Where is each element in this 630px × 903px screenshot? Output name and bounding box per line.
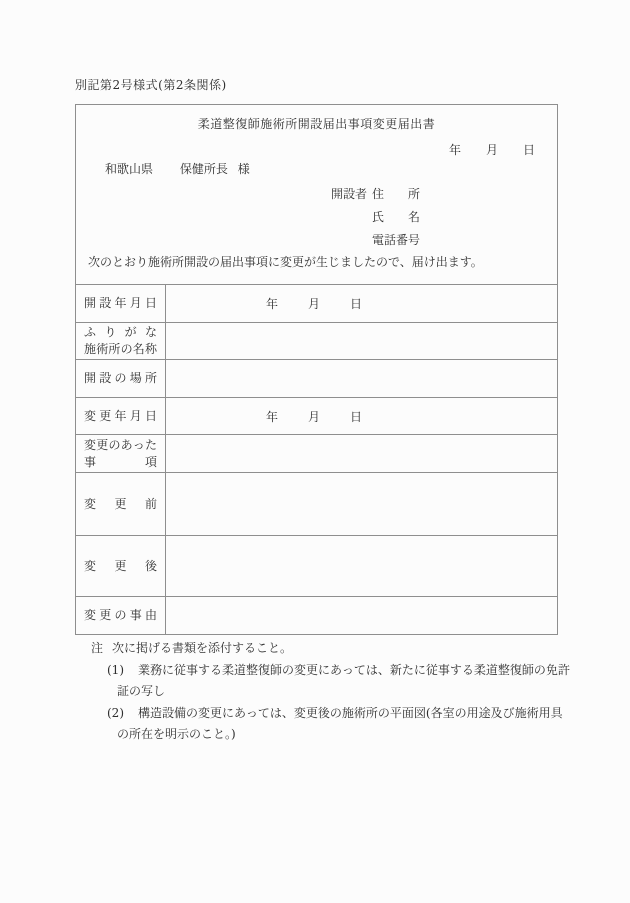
note-item-1-continuation: 証の写し — [117, 684, 166, 698]
location-value-cell — [166, 360, 557, 397]
founder-label: 開設者 — [331, 187, 368, 201]
row-label-furigana: ふりがな — [84, 325, 157, 339]
note-item-2 — [91, 703, 570, 725]
note-item-1-text: 業務に従事する柔道整復師の変更にあっては、新たに従事する柔道整復師の免許 — [138, 662, 570, 677]
header-date-line — [76, 142, 557, 158]
row-label-cell — [76, 536, 166, 596]
year-label: 年 — [266, 297, 279, 311]
row-label-line1: 変更のあった — [84, 437, 157, 452]
row-label-cell — [76, 435, 166, 472]
founder-address-label: 住所 — [372, 187, 420, 201]
clinic-name-value-cell — [166, 323, 557, 359]
notes-section — [91, 638, 570, 746]
note-item-1-marker: (1) — [107, 662, 124, 677]
table-row-changed-item — [76, 434, 557, 472]
form-title: 柔道整復師施術所開設届出事項変更届出書 — [197, 117, 436, 131]
table-row-after-change — [76, 535, 557, 596]
table-row-change-reason — [76, 596, 557, 634]
row-label-cell — [76, 360, 166, 397]
declaration-sentence: 次のとおり施術所開設の届出事項に変更が生じましたので、届け出ます。 — [88, 255, 483, 269]
change-reason-value-cell — [166, 597, 557, 634]
note-item-2-continuation: の所在を明示のこと。) — [117, 727, 236, 741]
note-item-1 — [91, 660, 570, 682]
founder-name-line — [331, 206, 420, 229]
table-row-location — [76, 359, 557, 397]
founder-label-spacer — [331, 206, 372, 229]
note-heading-line — [91, 638, 570, 660]
founder-phone-label: 電話番号 — [372, 233, 421, 247]
before-change-value-cell — [166, 473, 557, 535]
row-label: 開設の場所 — [84, 371, 157, 385]
row-label-cell — [76, 597, 166, 634]
table-row-before-change — [76, 472, 557, 535]
after-change-value-cell — [166, 536, 557, 596]
form-box — [75, 104, 558, 635]
note-heading-text: 次に掲げる書類を添付すること。 — [112, 641, 293, 655]
founder-name-label: 氏名 — [372, 210, 420, 224]
header-date-day-label: 日 — [522, 143, 535, 157]
day-label: 日 — [350, 297, 363, 311]
form-table — [76, 284, 557, 634]
recipient-office: 保健所長 — [179, 162, 228, 176]
note-item-2-marker: (2) — [107, 705, 124, 720]
opening-date-value-cell — [166, 285, 557, 322]
row-label: 開設年月日 — [84, 296, 157, 310]
table-row-clinic-name — [76, 322, 557, 359]
founder-block — [331, 183, 420, 252]
row-label-cell — [76, 398, 166, 434]
recipient-honorific: 様 — [237, 162, 250, 176]
founder-phone-line — [331, 229, 420, 252]
form-header — [76, 105, 557, 284]
header-date-year-label: 年 — [448, 143, 461, 157]
founder-address-line — [331, 183, 420, 206]
month-label: 月 — [308, 409, 321, 424]
row-label-cell — [76, 285, 166, 322]
year-label: 年 — [266, 409, 279, 424]
note-item-2-text: 構造設備の変更にあっては、変更後の施術所の平面図(各室の用途及び施術用具 — [138, 705, 563, 720]
row-label-cell — [76, 323, 166, 359]
changed-item-value-cell — [166, 435, 557, 472]
row-label: 変更年月日 — [84, 408, 157, 423]
row-label-clinic-name: 施術所の名称 — [84, 342, 157, 356]
form-code: 別記第2号様式(第2条関係) — [75, 78, 227, 92]
note-heading-marker: 注 — [91, 641, 104, 655]
day-label: 日 — [350, 409, 363, 424]
change-date-value-cell — [166, 398, 557, 434]
row-label: 変更後 — [84, 558, 157, 573]
row-label: 変更前 — [84, 496, 157, 511]
table-row-opening-date — [76, 284, 557, 322]
recipient-prefecture: 和歌山県 — [105, 162, 154, 176]
row-label-line2: 事項 — [84, 454, 157, 469]
month-label: 月 — [308, 297, 321, 311]
row-label: 変更の事由 — [84, 608, 157, 622]
table-row-change-date — [76, 397, 557, 434]
header-date-month-label: 月 — [485, 143, 498, 157]
row-label-cell — [76, 473, 166, 535]
recipient-line — [105, 161, 250, 177]
founder-label-spacer — [331, 229, 372, 252]
